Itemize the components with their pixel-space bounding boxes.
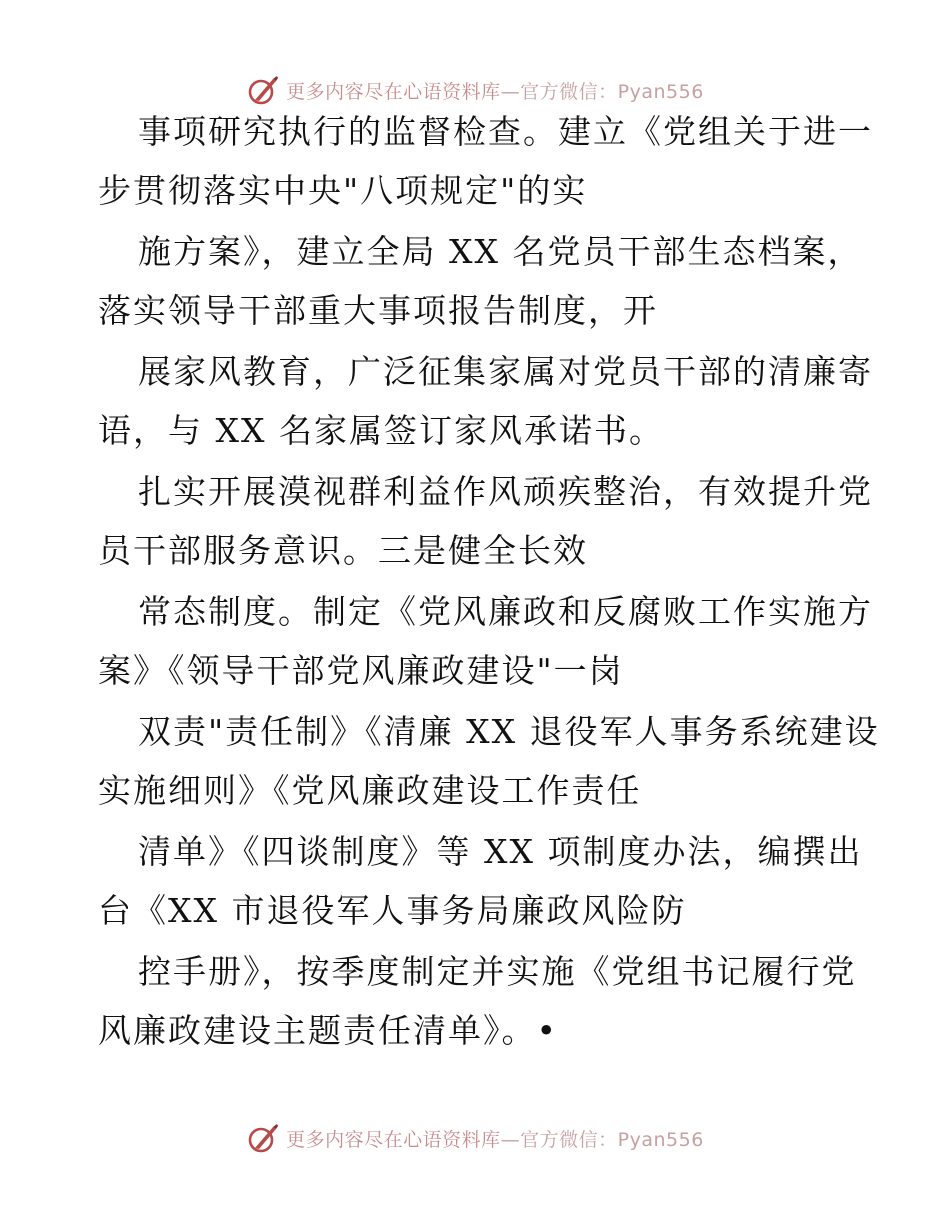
watermark-wechat: 官方微信：Pyan556	[520, 80, 704, 103]
body-line: 台《XX 市退役军人事务局廉政风险防	[98, 891, 687, 930]
body-line: 常态制度。制定《党风廉政和反腐败工作实施方	[138, 592, 873, 631]
body-line: 步贯彻落实中央"八项规定"的实	[98, 171, 588, 210]
body-line: 清单》《四谈制度》等 XX 项制度办法，编撰出	[138, 832, 863, 871]
body-line: 双责"责任制》《清廉 XX 退役军人事务系统建设	[138, 712, 880, 751]
body-line: 施方案》，建立全局 XX 名党员干部生态档案，	[138, 232, 863, 271]
watermark-main: 更多内容尽在心语资料库	[286, 80, 501, 103]
quill-pen-logo-icon	[246, 1121, 280, 1155]
body-line: 实施细则》《党风廉政建设工作责任	[98, 771, 642, 810]
body-line: 扎实开展漠视群利益作风顽疾整治，有效提升党	[138, 472, 873, 511]
body-line: 落实领导干部重大事项报告制度，开	[98, 291, 658, 330]
body-line: 控手册》，按季度制定并实施《党组书记履行党	[138, 952, 857, 991]
watermark-separator: —	[500, 1128, 521, 1151]
watermark-wechat: 官方微信：Pyan556	[520, 1128, 704, 1151]
document-body	[98, 112, 880, 1050]
body-line: 语，与 XX 名家属签订家风承诺书。	[98, 411, 664, 450]
body-line: 风廉政建设主题责任清单》。•	[98, 1011, 558, 1050]
watermark-separator: —	[500, 80, 521, 103]
footer-watermark	[0, 1118, 950, 1158]
watermark-main: 更多内容尽在心语资料库	[286, 1128, 501, 1151]
watermark-text	[286, 1125, 704, 1152]
body-line: 员干部服务意识。三是健全长效	[98, 531, 588, 570]
body-line: 展家风教育，广泛征集家属对党员干部的清廉寄	[138, 352, 873, 391]
header-watermark	[0, 70, 950, 110]
body-line: 事项研究执行的监督检查。建立《党组关于进一	[138, 112, 873, 151]
quill-pen-logo-icon	[246, 73, 280, 107]
watermark-text	[286, 77, 704, 104]
body-line: 案》《领导干部党风廉政建设"一岗	[98, 651, 624, 690]
